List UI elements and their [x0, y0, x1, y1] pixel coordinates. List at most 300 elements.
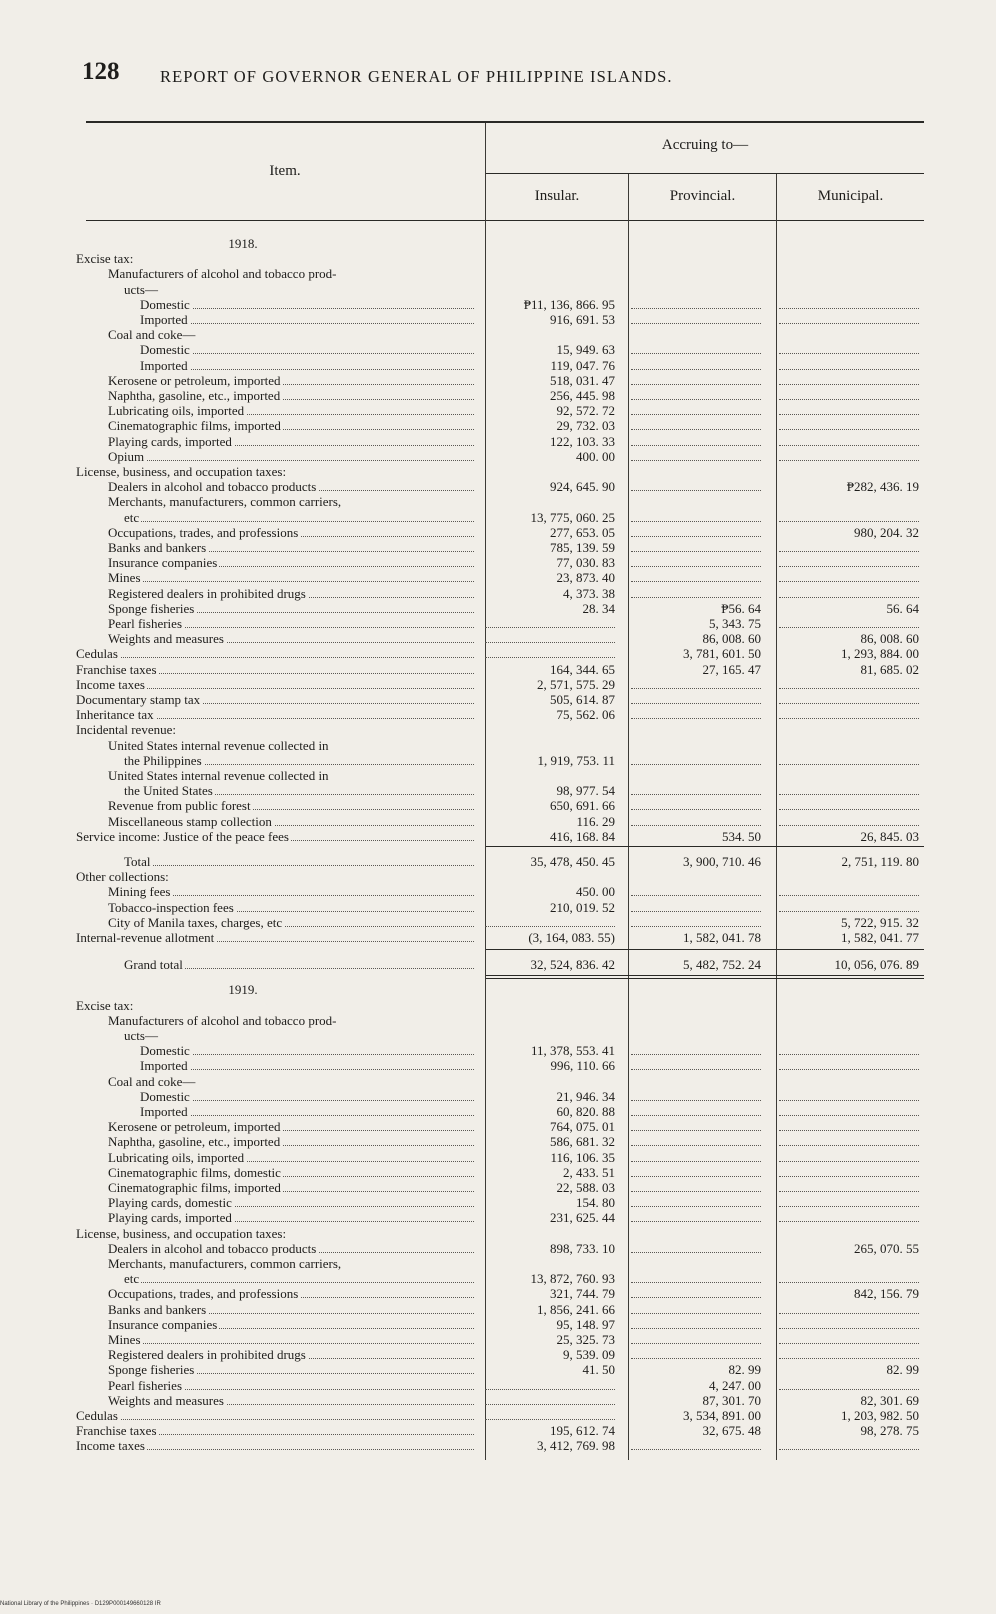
insular-value-text: 92, 572. 72 — [556, 403, 615, 419]
table-row — [0, 854, 996, 869]
insular-value — [485, 586, 615, 601]
row-label — [76, 1408, 474, 1423]
insular-value — [485, 449, 615, 464]
table-row — [0, 646, 996, 661]
row-label-text: Kerosene or petroleum, imported — [108, 1119, 281, 1135]
table-row — [0, 798, 996, 813]
table-row — [0, 783, 996, 798]
row-label-text: Imported — [140, 357, 188, 373]
row-label-text: Playing cards, imported — [108, 433, 232, 449]
insular-value-text: 898, 733. 10 — [550, 1240, 615, 1256]
row-label-text: Excise tax: — [76, 997, 134, 1013]
insular-value — [485, 662, 615, 677]
insular-value-text: 9, 539. 09 — [563, 1347, 615, 1363]
table-row — [0, 570, 996, 585]
municipal-value-text: 842, 156. 79 — [854, 1286, 919, 1302]
row-label — [108, 266, 339, 281]
insular-value — [485, 418, 615, 433]
row-label — [76, 829, 474, 844]
insular-value — [485, 1286, 615, 1301]
row-label — [108, 1074, 197, 1089]
row-label-text: Imported — [140, 1104, 188, 1119]
insular-value — [485, 1134, 615, 1149]
row-label — [108, 586, 474, 601]
row-label — [108, 525, 474, 540]
row-label — [108, 616, 474, 631]
row-label-text: Weights and measures — [108, 1392, 224, 1408]
row-label — [108, 1378, 474, 1393]
category-heading-row — [0, 282, 996, 297]
table-row — [0, 915, 996, 930]
municipal-value — [779, 525, 919, 540]
row-label-text: Franchise taxes — [76, 661, 157, 677]
insular-value-text: 277, 653. 05 — [550, 524, 615, 540]
insular-value — [485, 555, 615, 570]
table-row — [0, 1286, 996, 1301]
row-label-text: Pearl fisheries — [108, 1377, 183, 1393]
row-label — [108, 1180, 474, 1195]
row-label-text: Banks and bankers — [108, 1301, 207, 1317]
table-row — [0, 692, 996, 707]
insular-value-text: 25, 325. 73 — [556, 1332, 615, 1347]
row-label-text: Tobacco-inspection fees — [108, 899, 234, 915]
insular-value — [485, 403, 615, 418]
insular-value — [485, 1423, 615, 1438]
row-label — [140, 358, 474, 373]
table-row — [0, 1332, 996, 1347]
insular-value-text: 119, 047. 76 — [550, 357, 615, 373]
municipal-value-text: 82. 99 — [886, 1362, 919, 1378]
insular-value-text: 122, 103. 33 — [550, 433, 615, 449]
row-label-text: License, business, and occupation taxes: — [76, 464, 287, 479]
table-row — [0, 434, 996, 449]
insular-value — [485, 1271, 615, 1286]
row-label — [76, 1423, 474, 1438]
insular-value-text: 28. 34 — [582, 600, 615, 616]
row-label — [108, 449, 474, 464]
municipal-value-text: 82, 301. 69 — [860, 1392, 919, 1408]
municipal-value-text: 56. 64 — [886, 600, 919, 616]
row-label — [124, 1028, 160, 1043]
table-row — [0, 1378, 996, 1393]
category-heading-row — [0, 738, 996, 753]
table-row — [0, 631, 996, 646]
insular-value-text: 231, 625. 44 — [550, 1210, 615, 1226]
provincial-value-text: 534. 50 — [722, 828, 761, 844]
municipal-value — [779, 1241, 919, 1256]
row-label-text: Domestic — [140, 342, 190, 358]
insular-column-header: Insular. — [534, 188, 580, 204]
row-label-text: Mining fees — [108, 884, 171, 900]
municipal-value-text: 5, 722, 915. 32 — [841, 914, 919, 930]
row-label-text: Cedulas — [76, 1408, 118, 1423]
insular-value-text: 22, 588. 03 — [556, 1180, 615, 1195]
insular-value-text: 785, 139. 59 — [550, 540, 615, 555]
category-heading-row — [0, 251, 996, 266]
provincial-value — [631, 829, 761, 844]
row-label-text: Total — [124, 854, 151, 869]
row-label — [140, 1104, 474, 1119]
insular-value — [485, 1210, 615, 1225]
insular-value — [485, 479, 615, 494]
insular-value — [485, 1241, 615, 1256]
table-row — [0, 1165, 996, 1180]
provincial-value — [631, 646, 761, 661]
table-row — [0, 586, 996, 601]
insular-value-text: 650, 691. 66 — [550, 798, 615, 814]
provincial-value — [631, 1423, 761, 1438]
row-label-text: Naphtha, gasoline, etc., imported — [108, 1134, 281, 1150]
row-label — [76, 722, 178, 737]
row-label — [124, 510, 474, 525]
insular-value — [485, 930, 615, 945]
municipal-value-text: ₱282, 436. 19 — [846, 479, 919, 495]
row-label — [140, 1043, 474, 1058]
table-row — [0, 753, 996, 768]
category-heading-row — [0, 1074, 996, 1089]
row-label — [108, 601, 474, 616]
insular-value — [485, 1438, 615, 1453]
insular-value — [485, 601, 615, 616]
insular-value — [485, 829, 615, 844]
table-row — [0, 1043, 996, 1058]
category-heading-row — [0, 1013, 996, 1028]
insular-value-text: 21, 946. 34 — [556, 1088, 615, 1104]
municipal-value-text: 81, 685. 02 — [860, 661, 919, 677]
row-label-text: Domestic — [140, 1088, 190, 1104]
row-label — [140, 312, 474, 327]
row-label — [140, 297, 474, 312]
row-label — [108, 494, 343, 509]
municipal-value-text: 86, 008. 60 — [860, 631, 919, 647]
category-heading-row — [0, 327, 996, 342]
table-row — [0, 1210, 996, 1225]
table-row — [0, 1317, 996, 1332]
row-label-text: Manufacturers of alcohol and tobacco prod- — [108, 266, 337, 282]
provincial-value-text: 87, 301. 70 — [702, 1392, 761, 1408]
table-row — [0, 342, 996, 357]
insular-value — [485, 798, 615, 813]
year-label: 1919. — [228, 982, 258, 998]
insular-value-text: 996, 110. 66 — [550, 1058, 615, 1074]
row-label — [108, 1393, 474, 1408]
row-label — [108, 403, 474, 418]
table-row — [0, 1150, 996, 1165]
insular-value — [485, 358, 615, 373]
table-row — [0, 1408, 996, 1423]
provincial-value — [631, 601, 761, 616]
table-row — [0, 1393, 996, 1408]
table-row — [0, 616, 996, 631]
provincial-value-text: 86, 008. 60 — [702, 631, 761, 647]
row-label — [140, 1058, 474, 1073]
row-label-text: Grand total — [124, 957, 183, 973]
category-heading-row — [0, 1226, 996, 1241]
table-row — [0, 1058, 996, 1073]
insular-value-text: 1, 919, 753. 11 — [537, 752, 615, 768]
category-heading-row — [0, 768, 996, 783]
table-row — [0, 1302, 996, 1317]
municipal-value — [779, 1423, 919, 1438]
municipal-value-text: 1, 203, 982. 50 — [841, 1408, 919, 1423]
provincial-value-text: 3, 900, 710. 46 — [683, 854, 761, 869]
row-label-text: the Philippines — [124, 752, 202, 768]
row-label-text: Domestic — [140, 296, 190, 312]
row-label-text: Occupations, trades, and professions — [108, 524, 299, 540]
table-row — [0, 449, 996, 464]
table-row — [0, 1104, 996, 1119]
row-label — [108, 540, 474, 555]
row-label-text: Cinematographic films, domestic — [108, 1164, 281, 1180]
table-row — [0, 601, 996, 616]
municipal-value — [779, 1393, 919, 1408]
insular-value-text: 116. 29 — [576, 813, 615, 829]
row-label-text: Sponge fisheries — [108, 600, 195, 616]
insular-value — [485, 1317, 615, 1332]
row-label-text: Insurance companies — [108, 1316, 218, 1332]
grand-total-rule-1 — [486, 975, 924, 976]
row-label — [108, 1317, 474, 1332]
insular-value — [485, 312, 615, 327]
table-row — [0, 312, 996, 327]
insular-value — [485, 342, 615, 357]
row-label-text: Lubricating oils, imported — [108, 403, 245, 419]
row-label — [108, 1362, 474, 1377]
table-row — [0, 525, 996, 540]
table-row — [0, 930, 996, 945]
insular-value-text: 13, 872, 760. 93 — [530, 1271, 615, 1287]
insular-value-text: 75, 562. 06 — [556, 707, 615, 723]
row-label-text: Pearl fisheries — [108, 616, 183, 631]
insular-value — [485, 692, 615, 707]
row-label-text: Miscellaneous stamp collection — [108, 813, 272, 829]
row-label-text: Income taxes — [76, 676, 145, 692]
row-label — [108, 1332, 474, 1347]
table-row — [0, 707, 996, 722]
insular-value — [485, 1362, 615, 1377]
insular-value-text: 3, 412, 769. 98 — [537, 1438, 615, 1454]
municipal-value-text: 10, 056, 076. 89 — [834, 957, 919, 973]
row-label-text: ucts— — [124, 1028, 158, 1043]
insular-value-text: 11, 378, 553. 41 — [530, 1043, 615, 1059]
row-label-text: Weights and measures — [108, 631, 224, 647]
insular-value — [485, 677, 615, 692]
table-row — [0, 662, 996, 677]
municipal-value-text: 98, 278. 75 — [860, 1423, 919, 1439]
provincial-value — [631, 854, 761, 869]
row-label-text: etc — [124, 1271, 140, 1287]
municipal-value-text: 2, 751, 119. 80 — [841, 854, 919, 869]
insular-value-text: 13, 775, 060. 25 — [530, 509, 615, 525]
scan-footer-note: National Library of the Philippines · D129P000149660128 IR — [0, 1601, 161, 1607]
insular-value-text: 77, 030. 83 — [556, 555, 615, 571]
row-label — [108, 1134, 474, 1149]
row-label — [108, 900, 474, 915]
row-label — [108, 1302, 474, 1317]
row-label-text: City of Manila taxes, charges, etc — [108, 914, 283, 930]
insular-value — [485, 900, 615, 915]
table-row — [0, 418, 996, 433]
insular-value — [485, 510, 615, 525]
row-label — [76, 464, 288, 479]
category-heading-row — [0, 494, 996, 509]
row-label — [108, 570, 474, 585]
insular-value — [485, 1119, 615, 1134]
municipal-value — [779, 957, 919, 972]
table-row — [0, 297, 996, 312]
table-row — [0, 540, 996, 555]
row-label-text: Revenue from public forest — [108, 798, 251, 814]
row-label — [108, 768, 331, 783]
table-row — [0, 358, 996, 373]
insular-value-text: ₱11, 136, 866. 95 — [523, 296, 615, 312]
insular-value-text: 518, 031. 47 — [550, 372, 615, 388]
insular-value-text: 916, 691. 53 — [550, 312, 615, 327]
municipal-value — [779, 1408, 919, 1423]
insular-value-text: 15, 949. 63 — [556, 342, 615, 358]
provincial-value-text: 3, 781, 601. 50 — [683, 646, 761, 662]
row-label — [108, 373, 474, 388]
subtotal-rule — [486, 949, 924, 950]
row-label-text: Service income: Justice of the peace fees — [76, 828, 289, 844]
row-label — [108, 555, 474, 570]
table-row — [0, 884, 996, 899]
table-row — [0, 900, 996, 915]
row-label-text: United States internal revenue collected in — [108, 737, 329, 753]
category-heading-row — [0, 869, 996, 884]
insular-value — [485, 1180, 615, 1195]
row-label — [108, 434, 474, 449]
table-row — [0, 1347, 996, 1362]
row-label-text: Merchants, manufacturers, common carriers, — [108, 494, 342, 510]
row-label — [76, 646, 474, 661]
insular-value — [485, 1150, 615, 1165]
year-heading-row — [0, 236, 996, 251]
provincial-value — [631, 1378, 761, 1393]
insular-value — [485, 388, 615, 403]
provincial-value-text: 5, 482, 752. 24 — [683, 957, 761, 973]
row-label — [108, 738, 331, 753]
table-row — [0, 388, 996, 403]
table-row — [0, 814, 996, 829]
municipal-value — [779, 854, 919, 869]
row-label-text: Merchants, manufacturers, common carriers, — [108, 1256, 342, 1271]
row-label — [108, 884, 474, 899]
row-label — [76, 707, 474, 722]
municipal-column-header: Municipal. — [817, 188, 884, 204]
table-row — [0, 1438, 996, 1453]
municipal-value — [779, 662, 919, 677]
insular-value — [485, 1089, 615, 1104]
row-label-text: Banks and bankers — [108, 540, 207, 555]
row-label-text: etc — [124, 509, 140, 525]
row-label — [108, 798, 474, 813]
provincial-value-text: 5, 343. 75 — [709, 616, 761, 631]
row-label-text: Imported — [140, 312, 188, 327]
municipal-value — [779, 646, 919, 661]
municipal-value-text: 26, 845. 03 — [860, 828, 919, 844]
row-label — [124, 1271, 474, 1286]
insular-value-text: 195, 612. 74 — [550, 1423, 615, 1439]
provincial-column-header: Provincial. — [669, 188, 736, 204]
table-row — [0, 403, 996, 418]
municipal-value — [779, 601, 919, 616]
insular-value — [485, 1347, 615, 1362]
row-label — [108, 814, 474, 829]
row-label — [108, 1150, 474, 1165]
row-label-text: Cinematographic films, imported — [108, 418, 281, 434]
insular-value-text: 321, 744. 79 — [550, 1286, 615, 1302]
category-heading-row — [0, 266, 996, 281]
insular-value — [485, 854, 615, 869]
row-label-text: Lubricating oils, imported — [108, 1149, 245, 1165]
insular-value — [485, 1165, 615, 1180]
row-label — [76, 692, 474, 707]
row-label — [108, 1119, 474, 1134]
insular-value — [485, 1104, 615, 1119]
table-row — [0, 1180, 996, 1195]
insular-value-text: 924, 645. 90 — [550, 479, 615, 495]
provincial-value — [631, 662, 761, 677]
table-row — [0, 555, 996, 570]
insular-value-text: 2, 433. 51 — [563, 1164, 615, 1180]
table-row — [0, 677, 996, 692]
row-label-text: Excise tax: — [76, 251, 134, 267]
row-label — [108, 1241, 474, 1256]
row-label — [108, 327, 197, 342]
row-label — [124, 854, 474, 869]
insular-value-text: (3, 164, 083. 55) — [528, 930, 615, 945]
insular-value — [485, 814, 615, 829]
row-label — [76, 930, 474, 945]
table-row — [0, 1423, 996, 1438]
insular-value — [485, 753, 615, 768]
row-label-text: License, business, and occupation taxes: — [76, 1225, 287, 1241]
category-heading-row — [0, 1028, 996, 1043]
insular-value-text: 764, 075. 01 — [550, 1119, 615, 1135]
insular-value-text: 98, 977. 54 — [556, 783, 615, 799]
provincial-value — [631, 1362, 761, 1377]
row-label-text: Internal-revenue allotment — [76, 930, 215, 945]
provincial-value — [631, 1408, 761, 1423]
row-label-text: Income taxes — [76, 1438, 145, 1454]
table-row — [0, 479, 996, 494]
insular-value-text: 154. 80 — [576, 1195, 615, 1211]
insular-value-text: 29, 732. 03 — [556, 418, 615, 434]
insular-value-text: 23, 873. 40 — [556, 570, 615, 586]
municipal-value-text: 1, 582, 041. 77 — [841, 930, 919, 945]
row-label — [124, 957, 474, 972]
row-label — [76, 677, 474, 692]
insular-value-text: 164, 344. 65 — [550, 661, 615, 677]
row-label-text: Documentary stamp tax — [76, 692, 201, 707]
category-heading-row — [0, 1256, 996, 1271]
insular-value — [485, 570, 615, 585]
row-label-text: Other collections: — [76, 869, 169, 885]
table-row — [0, 373, 996, 388]
row-label — [124, 282, 160, 297]
insular-value-text: 32, 524, 836. 42 — [530, 957, 615, 973]
row-label — [108, 1347, 474, 1362]
insular-value — [485, 957, 615, 972]
row-label-text: Dealers in alcohol and tobacco products — [108, 1240, 317, 1256]
municipal-value — [779, 1286, 919, 1301]
row-label-text: Franchise taxes — [76, 1423, 157, 1439]
insular-value-text: 60, 820. 88 — [556, 1104, 615, 1119]
table-row — [0, 1271, 996, 1286]
insular-value-text: 2, 571, 575. 29 — [537, 676, 615, 692]
row-label — [108, 1256, 343, 1271]
